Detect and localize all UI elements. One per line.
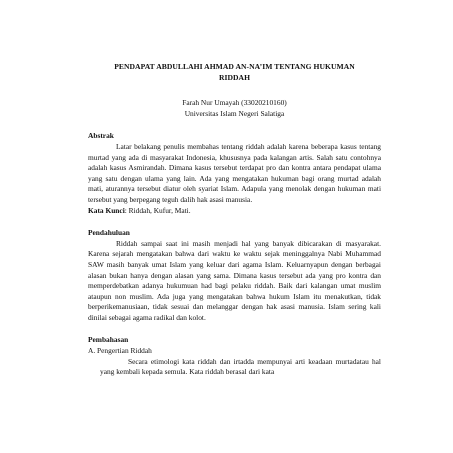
author-block [88, 98, 381, 119]
paper-title [88, 62, 381, 83]
abstract-heading: Abstrak [88, 131, 114, 141]
author-affiliation: Universitas Islam Negeri Salatiga [184, 108, 285, 118]
keywords-text: : Riddah, Kufur, Mati. [124, 205, 191, 215]
intro-heading: Pendahuluan [88, 228, 130, 238]
keywords [88, 206, 381, 217]
abstract-text: Latar belakang penulis membahas tentang riddah adalah karena beberapa kasus tentang murtad yang ada di masyarakat Indonesia, khususnya pada kalangan artis. Salah satu contohnya adalah kasus Asmirandah. Dimana kasus tersebut terdapat pro dan kontra antara pendapat ulama yang satu dengan ulama yang lain. Ada yang mengatakan hukuman bagi orang murtad adalah mati, aturannya tersebut diatur oleh syariat Islam. Adapula yang menolak dengan hukuman mati tersebut yang berpegang teguh dalih hak asasi manusia. [88, 141, 381, 204]
paper-title-line-2: RIDDAH [218, 72, 251, 82]
paper-title-line-1: PENDAPAT ABDULLAHI AHMAD AN-NA’IM TENTANG HUKUMAN [114, 62, 355, 71]
keywords-label: Kata Kunci [88, 205, 125, 215]
subsection-a-text: Secara etimologi kata riddah dan irtadda mempunyai arti keadaan murtadatau hal yang kembali kepada semula. Kata riddah berasal dari kata [100, 356, 381, 377]
subsection-a-heading: A. Pengertian Riddah [88, 346, 152, 356]
author-name: Farah Nur Umayah (33020210160) [182, 98, 287, 108]
discussion-heading: Pembahasan [88, 335, 129, 345]
intro-text: Riddah sampai saat ini masih menjadi hal yang banyak dibicarakan di masyarakat. Karena sejarah mengatakan bahwa dari waktu ke waktu sejak meninggalnya Nabi Muhammad SAW masih banyak umat Islam yang keluar dari agama Islam. Keluarnyapun dengan berbagai alasan bukan hanya dengan alasan yang sama. Dimana kasus tersebut ada yang pro kontra dan memperdebatkan adanya hukumuan had bagi pelaku riddah. Baik dari kalangan umat muslim ataupun non muslim. Ada juga yang mengatakan bahwa hukum Islam itu menakutkan, tidak berperikemanusiaan, tidak sesuai dan melanggar dengan hak asasi manusia. Islam sering kali dinilai sebagai agama radikal dan kolot. [88, 238, 381, 322]
